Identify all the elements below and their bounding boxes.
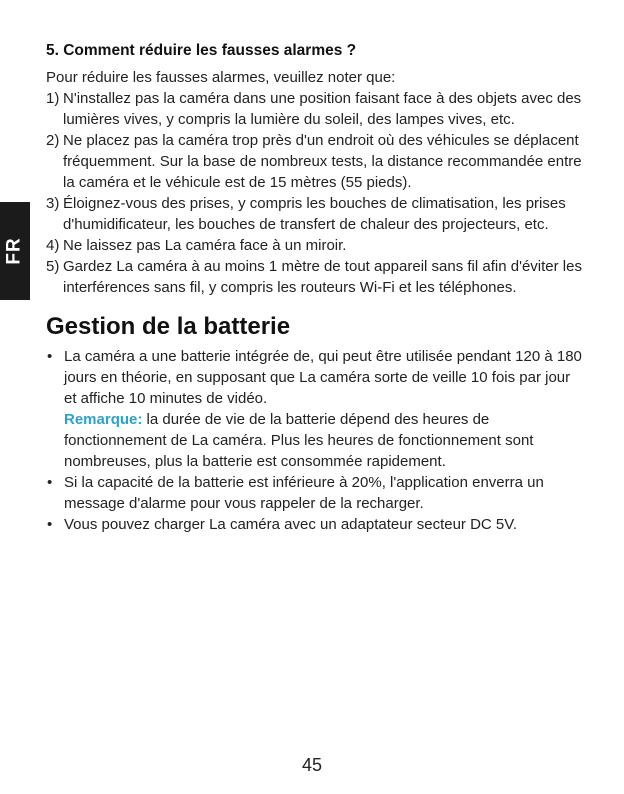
bullet-icon: • xyxy=(47,516,53,533)
language-tab-label: FR xyxy=(3,237,25,265)
list-item: 3) Éloignez-vous des prises, y compris les bouches de climatisation, les prises d'humidificateur, les bouches de transfert de chaleur des projecteurs, etc. xyxy=(46,195,566,233)
list-item xyxy=(46,346,586,472)
bullet-icon: • xyxy=(47,474,53,491)
list-item xyxy=(46,472,586,514)
battery-item-text: Si la capacité de la batterie est inférieure à 20%, l'application enverra un message d'alarme pour vous rappeler de la recharger. xyxy=(64,474,544,512)
language-tab xyxy=(0,202,30,300)
faq-tips-list xyxy=(46,88,586,298)
section-title: Gestion de la batterie xyxy=(46,313,291,340)
list-item: 4) Ne laissez pas La caméra face à un miroir. xyxy=(46,237,347,254)
faq-question-title: 5. Comment réduire les fausses alarmes ? xyxy=(46,42,357,59)
battery-item-text: La caméra a une batterie intégrée de, qui peut être utilisée pendant 120 à 180 jours en théorie, en supposant que La caméra sorte de veille 10 fois par jour et affiche 10 minutes de vidéo. xyxy=(64,348,582,407)
page-content xyxy=(46,40,586,535)
battery-list xyxy=(46,346,586,535)
page-number: 45 xyxy=(301,755,323,775)
faq-intro: Pour réduire les fausses alarmes, veuillez noter que: xyxy=(46,69,396,86)
note-label: Remarque: xyxy=(64,411,143,428)
list-item xyxy=(46,514,586,535)
list-item: 2) Ne placez pas la caméra trop près d'un endroit où des véhicules se déplacent fréquemment. Sur la base de nombreux tests, la distance recommandée entre la caméra et le véhicule est de 15 mètres (55 pieds). xyxy=(46,132,582,191)
list-item: 1) N'installez pas la caméra dans une position faisant face à des objets avec des lumières vives, y compris la lumière du soleil, des lampes vives, etc. xyxy=(46,90,582,128)
battery-item-text: Vous pouvez charger La caméra avec un adaptateur secteur DC 5V. xyxy=(64,516,518,533)
list-item: 5) Gardez La caméra à au moins 1 mètre de tout appareil sans fil afin d'éviter les interférences sans fil, y compris les routeurs Wi-Fi et les téléphones. xyxy=(46,258,582,296)
bullet-icon: • xyxy=(47,348,53,365)
note-text: la durée de vie de la batterie dépend des heures de fonctionnement de La caméra. Plus les heures de fonctionnement sont nombreuses, plus la batterie est consommée rapidement. xyxy=(64,411,534,470)
